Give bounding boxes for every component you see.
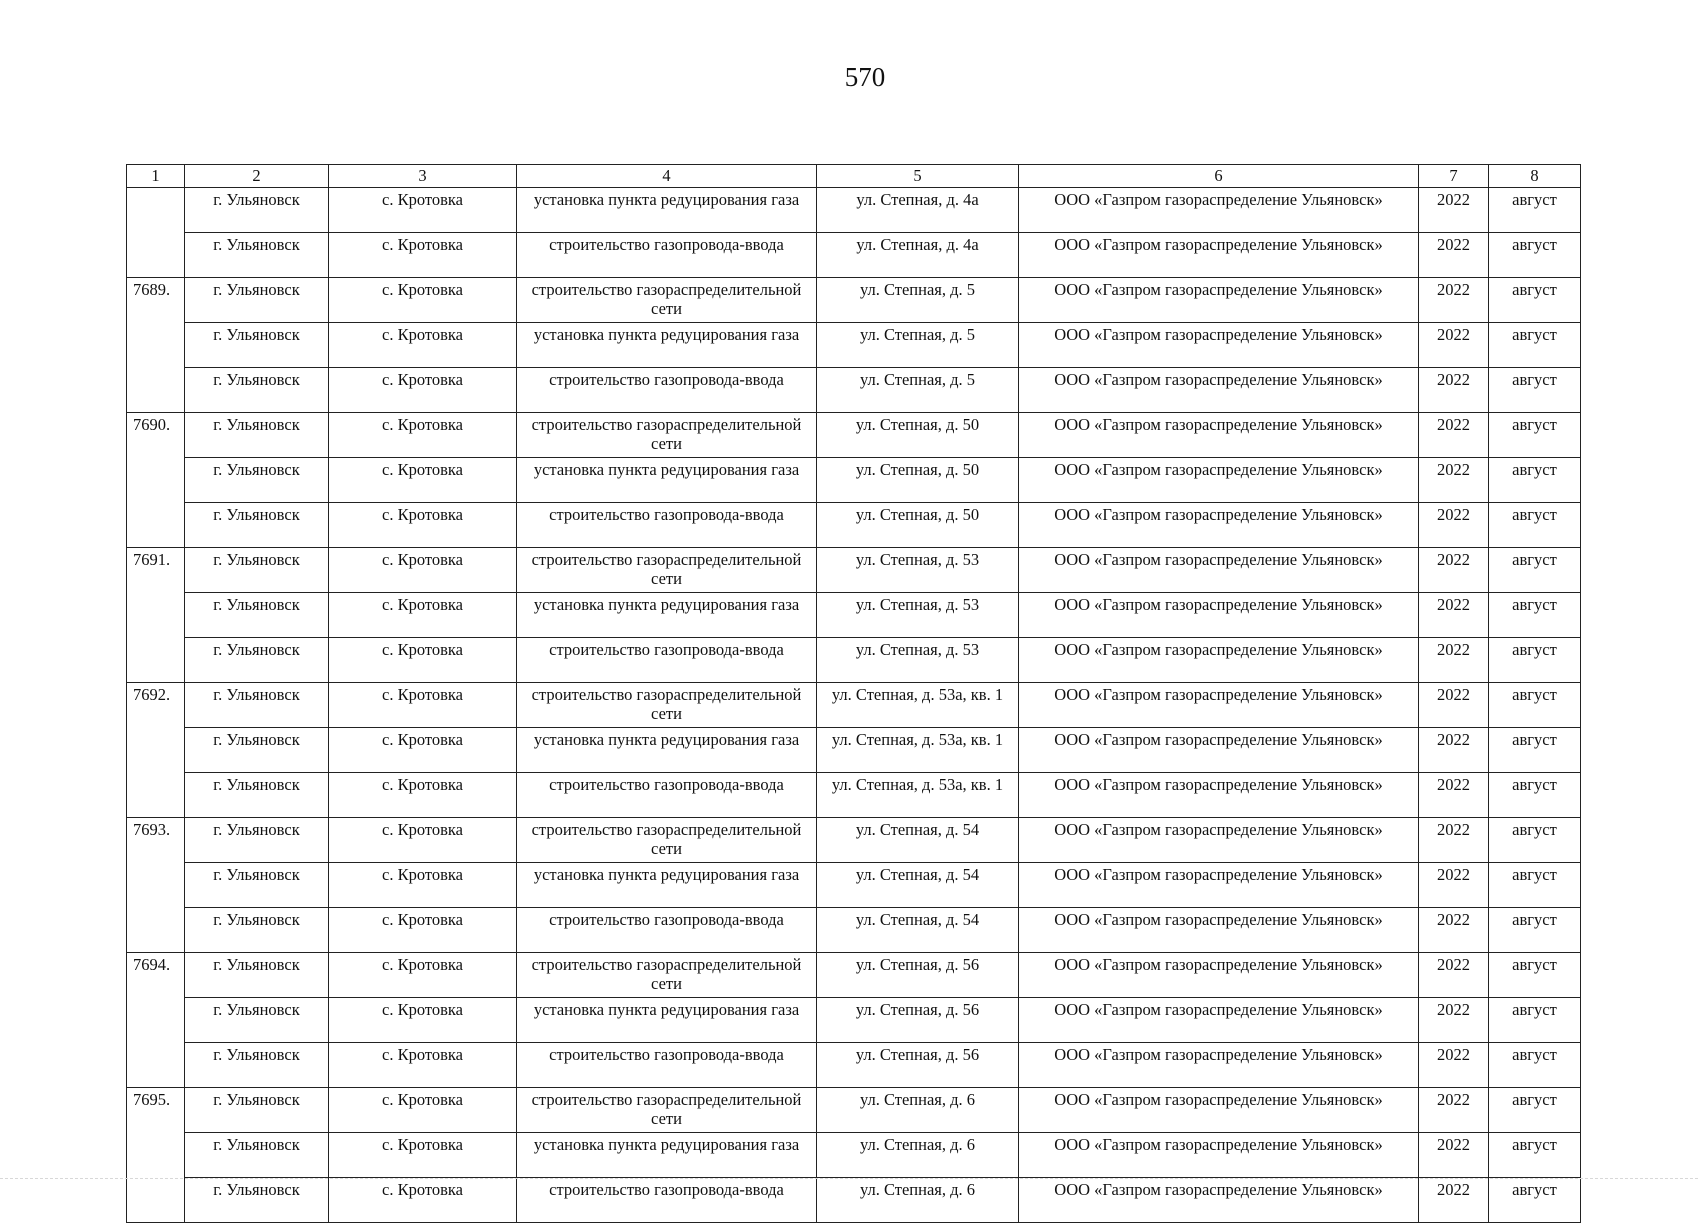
- works-table: [126, 164, 1581, 1223]
- table-row: [127, 908, 1581, 953]
- year-cell: 2022: [1419, 728, 1489, 773]
- table-row: [127, 233, 1581, 278]
- work-cell: строительство газопровода-ввода: [517, 368, 817, 413]
- address-cell: ул. Степная, д. 50: [817, 413, 1019, 458]
- city-cell: г. Ульяновск: [185, 458, 329, 503]
- settlement-cell: с. Кротовка: [329, 908, 517, 953]
- month-cell: август: [1489, 368, 1581, 413]
- city-cell: г. Ульяновск: [185, 1088, 329, 1133]
- year-cell: 2022: [1419, 1043, 1489, 1088]
- table-row: [127, 188, 1581, 233]
- company-cell: ООО «Газпром газораспределение Ульяновск»: [1019, 503, 1419, 548]
- settlement-cell: с. Кротовка: [329, 998, 517, 1043]
- month-cell: август: [1489, 728, 1581, 773]
- address-cell: ул. Степная, д. 53а, кв. 1: [817, 728, 1019, 773]
- month-cell: август: [1489, 503, 1581, 548]
- company-cell: ООО «Газпром газораспределение Ульяновск»: [1019, 1088, 1419, 1133]
- work-cell: установка пункта редуцирования газа: [517, 188, 817, 233]
- year-cell: 2022: [1419, 1088, 1489, 1133]
- col-header-6: 6: [1019, 165, 1419, 188]
- row-number-cell: [127, 458, 185, 503]
- work-cell: строительство газораспределительной сети: [517, 278, 817, 323]
- address-cell: ул. Степная, д. 53: [817, 638, 1019, 683]
- work-cell: установка пункта редуцирования газа: [517, 1133, 817, 1178]
- row-number-cell: [127, 503, 185, 548]
- company-cell: ООО «Газпром газораспределение Ульяновск»: [1019, 908, 1419, 953]
- settlement-cell: с. Кротовка: [329, 593, 517, 638]
- settlement-cell: с. Кротовка: [329, 1088, 517, 1133]
- row-number-cell: [127, 1178, 185, 1223]
- col-header-7: 7: [1419, 165, 1489, 188]
- address-cell: ул. Степная, д. 54: [817, 908, 1019, 953]
- settlement-cell: с. Кротовка: [329, 188, 517, 233]
- settlement-cell: с. Кротовка: [329, 503, 517, 548]
- work-cell: установка пункта редуцирования газа: [517, 998, 817, 1043]
- year-cell: 2022: [1419, 818, 1489, 863]
- company-cell: ООО «Газпром газораспределение Ульяновск»: [1019, 233, 1419, 278]
- address-cell: ул. Степная, д. 50: [817, 458, 1019, 503]
- month-cell: август: [1489, 458, 1581, 503]
- settlement-cell: с. Кротовка: [329, 1133, 517, 1178]
- work-cell: строительство газопровода-ввода: [517, 773, 817, 818]
- year-cell: 2022: [1419, 278, 1489, 323]
- month-cell: август: [1489, 413, 1581, 458]
- row-number-cell: [127, 233, 185, 278]
- year-cell: 2022: [1419, 1178, 1489, 1223]
- work-cell: установка пункта редуцирования газа: [517, 863, 817, 908]
- city-cell: г. Ульяновск: [185, 593, 329, 638]
- row-number-cell: [127, 863, 185, 908]
- work-cell: строительство газопровода-ввода: [517, 1043, 817, 1088]
- work-cell: установка пункта редуцирования газа: [517, 728, 817, 773]
- company-cell: ООО «Газпром газораспределение Ульяновск»: [1019, 1178, 1419, 1223]
- city-cell: г. Ульяновск: [185, 638, 329, 683]
- month-cell: август: [1489, 908, 1581, 953]
- settlement-cell: с. Кротовка: [329, 683, 517, 728]
- city-cell: г. Ульяновск: [185, 953, 329, 998]
- table-row: [127, 1133, 1581, 1178]
- work-cell: строительство газопровода-ввода: [517, 638, 817, 683]
- month-cell: август: [1489, 1133, 1581, 1178]
- month-cell: август: [1489, 863, 1581, 908]
- work-cell: строительство газораспределительной сети: [517, 413, 817, 458]
- row-number-cell: [127, 1043, 185, 1088]
- address-cell: ул. Степная, д. 54: [817, 818, 1019, 863]
- work-cell: установка пункта редуцирования газа: [517, 458, 817, 503]
- work-cell: строительство газопровода-ввода: [517, 503, 817, 548]
- company-cell: ООО «Газпром газораспределение Ульяновск»: [1019, 998, 1419, 1043]
- month-cell: август: [1489, 1088, 1581, 1133]
- row-number-cell: [127, 188, 185, 233]
- table-row: [127, 863, 1581, 908]
- city-cell: г. Ульяновск: [185, 323, 329, 368]
- company-cell: ООО «Газпром газораспределение Ульяновск»: [1019, 1133, 1419, 1178]
- month-cell: август: [1489, 323, 1581, 368]
- address-cell: ул. Степная, д. 53: [817, 593, 1019, 638]
- table-body: [127, 188, 1581, 1223]
- work-cell: строительство газопровода-ввода: [517, 1178, 817, 1223]
- row-number-cell: 7692.: [127, 683, 185, 728]
- year-cell: 2022: [1419, 413, 1489, 458]
- work-cell: строительство газораспределительной сети: [517, 818, 817, 863]
- city-cell: г. Ульяновск: [185, 503, 329, 548]
- table-row: [127, 278, 1581, 323]
- table-row: [127, 1178, 1581, 1223]
- year-cell: 2022: [1419, 233, 1489, 278]
- company-cell: ООО «Газпром газораспределение Ульяновск»: [1019, 458, 1419, 503]
- row-number-cell: [127, 638, 185, 683]
- table-row: [127, 368, 1581, 413]
- year-cell: 2022: [1419, 188, 1489, 233]
- city-cell: г. Ульяновск: [185, 548, 329, 593]
- year-cell: 2022: [1419, 638, 1489, 683]
- table-row: [127, 503, 1581, 548]
- work-cell: строительство газораспределительной сети: [517, 953, 817, 998]
- settlement-cell: с. Кротовка: [329, 233, 517, 278]
- company-cell: ООО «Газпром газораспределение Ульяновск»: [1019, 728, 1419, 773]
- work-cell: строительство газопровода-ввода: [517, 233, 817, 278]
- settlement-cell: с. Кротовка: [329, 1043, 517, 1088]
- company-cell: ООО «Газпром газораспределение Ульяновск»: [1019, 188, 1419, 233]
- company-cell: ООО «Газпром газораспределение Ульяновск»: [1019, 548, 1419, 593]
- city-cell: г. Ульяновск: [185, 188, 329, 233]
- city-cell: г. Ульяновск: [185, 368, 329, 413]
- company-cell: ООО «Газпром газораспределение Ульяновск»: [1019, 413, 1419, 458]
- year-cell: 2022: [1419, 503, 1489, 548]
- city-cell: г. Ульяновск: [185, 278, 329, 323]
- year-cell: 2022: [1419, 953, 1489, 998]
- address-cell: ул. Степная, д. 50: [817, 503, 1019, 548]
- city-cell: г. Ульяновск: [185, 998, 329, 1043]
- month-cell: август: [1489, 953, 1581, 998]
- col-header-5: 5: [817, 165, 1019, 188]
- city-cell: г. Ульяновск: [185, 1133, 329, 1178]
- table-row: [127, 728, 1581, 773]
- company-cell: ООО «Газпром газораспределение Ульяновск»: [1019, 1043, 1419, 1088]
- city-cell: г. Ульяновск: [185, 773, 329, 818]
- month-cell: август: [1489, 548, 1581, 593]
- month-cell: август: [1489, 233, 1581, 278]
- row-number-cell: [127, 773, 185, 818]
- address-cell: ул. Степная, д. 4а: [817, 233, 1019, 278]
- address-cell: ул. Степная, д. 5: [817, 323, 1019, 368]
- month-cell: август: [1489, 773, 1581, 818]
- city-cell: г. Ульяновск: [185, 413, 329, 458]
- settlement-cell: с. Кротовка: [329, 368, 517, 413]
- city-cell: г. Ульяновск: [185, 1043, 329, 1088]
- col-header-4: 4: [517, 165, 817, 188]
- year-cell: 2022: [1419, 908, 1489, 953]
- year-cell: 2022: [1419, 323, 1489, 368]
- table-row: [127, 953, 1581, 998]
- table-row: [127, 548, 1581, 593]
- address-cell: ул. Степная, д. 5: [817, 278, 1019, 323]
- table-row: [127, 818, 1581, 863]
- month-cell: август: [1489, 188, 1581, 233]
- year-cell: 2022: [1419, 773, 1489, 818]
- settlement-cell: с. Кротовка: [329, 278, 517, 323]
- address-cell: ул. Степная, д. 53а, кв. 1: [817, 773, 1019, 818]
- table-row: [127, 773, 1581, 818]
- address-cell: ул. Степная, д. 6: [817, 1133, 1019, 1178]
- work-cell: установка пункта редуцирования газа: [517, 323, 817, 368]
- col-header-3: 3: [329, 165, 517, 188]
- month-cell: август: [1489, 1043, 1581, 1088]
- company-cell: ООО «Газпром газораспределение Ульяновск»: [1019, 593, 1419, 638]
- address-cell: ул. Степная, д. 56: [817, 998, 1019, 1043]
- work-cell: установка пункта редуцирования газа: [517, 593, 817, 638]
- work-cell: строительство газораспределительной сети: [517, 548, 817, 593]
- settlement-cell: с. Кротовка: [329, 863, 517, 908]
- scan-artifact-line: [0, 1178, 1698, 1181]
- row-number-cell: [127, 1133, 185, 1178]
- row-number-cell: 7695.: [127, 1088, 185, 1133]
- address-cell: ул. Степная, д. 56: [817, 1043, 1019, 1088]
- work-cell: строительство газопровода-ввода: [517, 908, 817, 953]
- row-number-cell: [127, 593, 185, 638]
- year-cell: 2022: [1419, 593, 1489, 638]
- row-number-cell: 7694.: [127, 953, 185, 998]
- row-number-cell: [127, 368, 185, 413]
- row-number-cell: [127, 908, 185, 953]
- address-cell: ул. Степная, д. 53: [817, 548, 1019, 593]
- table-row: [127, 638, 1581, 683]
- table-row: [127, 593, 1581, 638]
- row-number-cell: 7691.: [127, 548, 185, 593]
- year-cell: 2022: [1419, 458, 1489, 503]
- address-cell: ул. Степная, д. 6: [817, 1088, 1019, 1133]
- page-number: 570: [844, 62, 886, 92]
- row-number-cell: [127, 323, 185, 368]
- company-cell: ООО «Газпром газораспределение Ульяновск»: [1019, 278, 1419, 323]
- table-row: [127, 683, 1581, 728]
- month-cell: август: [1489, 638, 1581, 683]
- month-cell: август: [1489, 278, 1581, 323]
- address-cell: ул. Степная, д. 4а: [817, 188, 1019, 233]
- settlement-cell: с. Кротовка: [329, 458, 517, 503]
- settlement-cell: с. Кротовка: [329, 1178, 517, 1223]
- address-cell: ул. Степная, д. 5: [817, 368, 1019, 413]
- city-cell: г. Ульяновск: [185, 683, 329, 728]
- company-cell: ООО «Газпром газораспределение Ульяновск»: [1019, 773, 1419, 818]
- company-cell: ООО «Газпром газораспределение Ульяновск»: [1019, 638, 1419, 683]
- settlement-cell: с. Кротовка: [329, 773, 517, 818]
- address-cell: ул. Степная, д. 6: [817, 1178, 1019, 1223]
- table-row: [127, 998, 1581, 1043]
- settlement-cell: с. Кротовка: [329, 638, 517, 683]
- work-cell: строительство газораспределительной сети: [517, 683, 817, 728]
- month-cell: август: [1489, 683, 1581, 728]
- city-cell: г. Ульяновск: [185, 728, 329, 773]
- row-number-cell: [127, 728, 185, 773]
- company-cell: ООО «Газпром газораспределение Ульяновск»: [1019, 683, 1419, 728]
- year-cell: 2022: [1419, 1133, 1489, 1178]
- year-cell: 2022: [1419, 998, 1489, 1043]
- settlement-cell: с. Кротовка: [329, 728, 517, 773]
- city-cell: г. Ульяновск: [185, 908, 329, 953]
- table-row: [127, 458, 1581, 503]
- work-cell: строительство газораспределительной сети: [517, 1088, 817, 1133]
- month-cell: август: [1489, 593, 1581, 638]
- settlement-cell: с. Кротовка: [329, 953, 517, 998]
- year-cell: 2022: [1419, 683, 1489, 728]
- city-cell: г. Ульяновск: [185, 818, 329, 863]
- address-cell: ул. Степная, д. 54: [817, 863, 1019, 908]
- row-number-cell: 7690.: [127, 413, 185, 458]
- year-cell: 2022: [1419, 548, 1489, 593]
- company-cell: ООО «Газпром газораспределение Ульяновск»: [1019, 368, 1419, 413]
- month-cell: август: [1489, 998, 1581, 1043]
- row-number-cell: 7689.: [127, 278, 185, 323]
- settlement-cell: с. Кротовка: [329, 413, 517, 458]
- settlement-cell: с. Кротовка: [329, 323, 517, 368]
- header-row: [127, 165, 1581, 188]
- table-row: [127, 323, 1581, 368]
- address-cell: ул. Степная, д. 56: [817, 953, 1019, 998]
- table-row: [127, 1088, 1581, 1133]
- table-row: [127, 1043, 1581, 1088]
- company-cell: ООО «Газпром газораспределение Ульяновск»: [1019, 323, 1419, 368]
- city-cell: г. Ульяновск: [185, 1178, 329, 1223]
- row-number-cell: 7693.: [127, 818, 185, 863]
- table-row: [127, 413, 1581, 458]
- city-cell: г. Ульяновск: [185, 863, 329, 908]
- col-header-8: 8: [1489, 165, 1581, 188]
- year-cell: 2022: [1419, 863, 1489, 908]
- company-cell: ООО «Газпром газораспределение Ульяновск»: [1019, 863, 1419, 908]
- address-cell: ул. Степная, д. 53а, кв. 1: [817, 683, 1019, 728]
- col-header-1: 1: [127, 165, 185, 188]
- company-cell: ООО «Газпром газораспределение Ульяновск»: [1019, 818, 1419, 863]
- year-cell: 2022: [1419, 368, 1489, 413]
- col-header-2: 2: [185, 165, 329, 188]
- city-cell: г. Ульяновск: [185, 233, 329, 278]
- month-cell: август: [1489, 1178, 1581, 1223]
- settlement-cell: с. Кротовка: [329, 548, 517, 593]
- company-cell: ООО «Газпром газораспределение Ульяновск»: [1019, 953, 1419, 998]
- month-cell: август: [1489, 818, 1581, 863]
- settlement-cell: с. Кротовка: [329, 818, 517, 863]
- row-number-cell: [127, 998, 185, 1043]
